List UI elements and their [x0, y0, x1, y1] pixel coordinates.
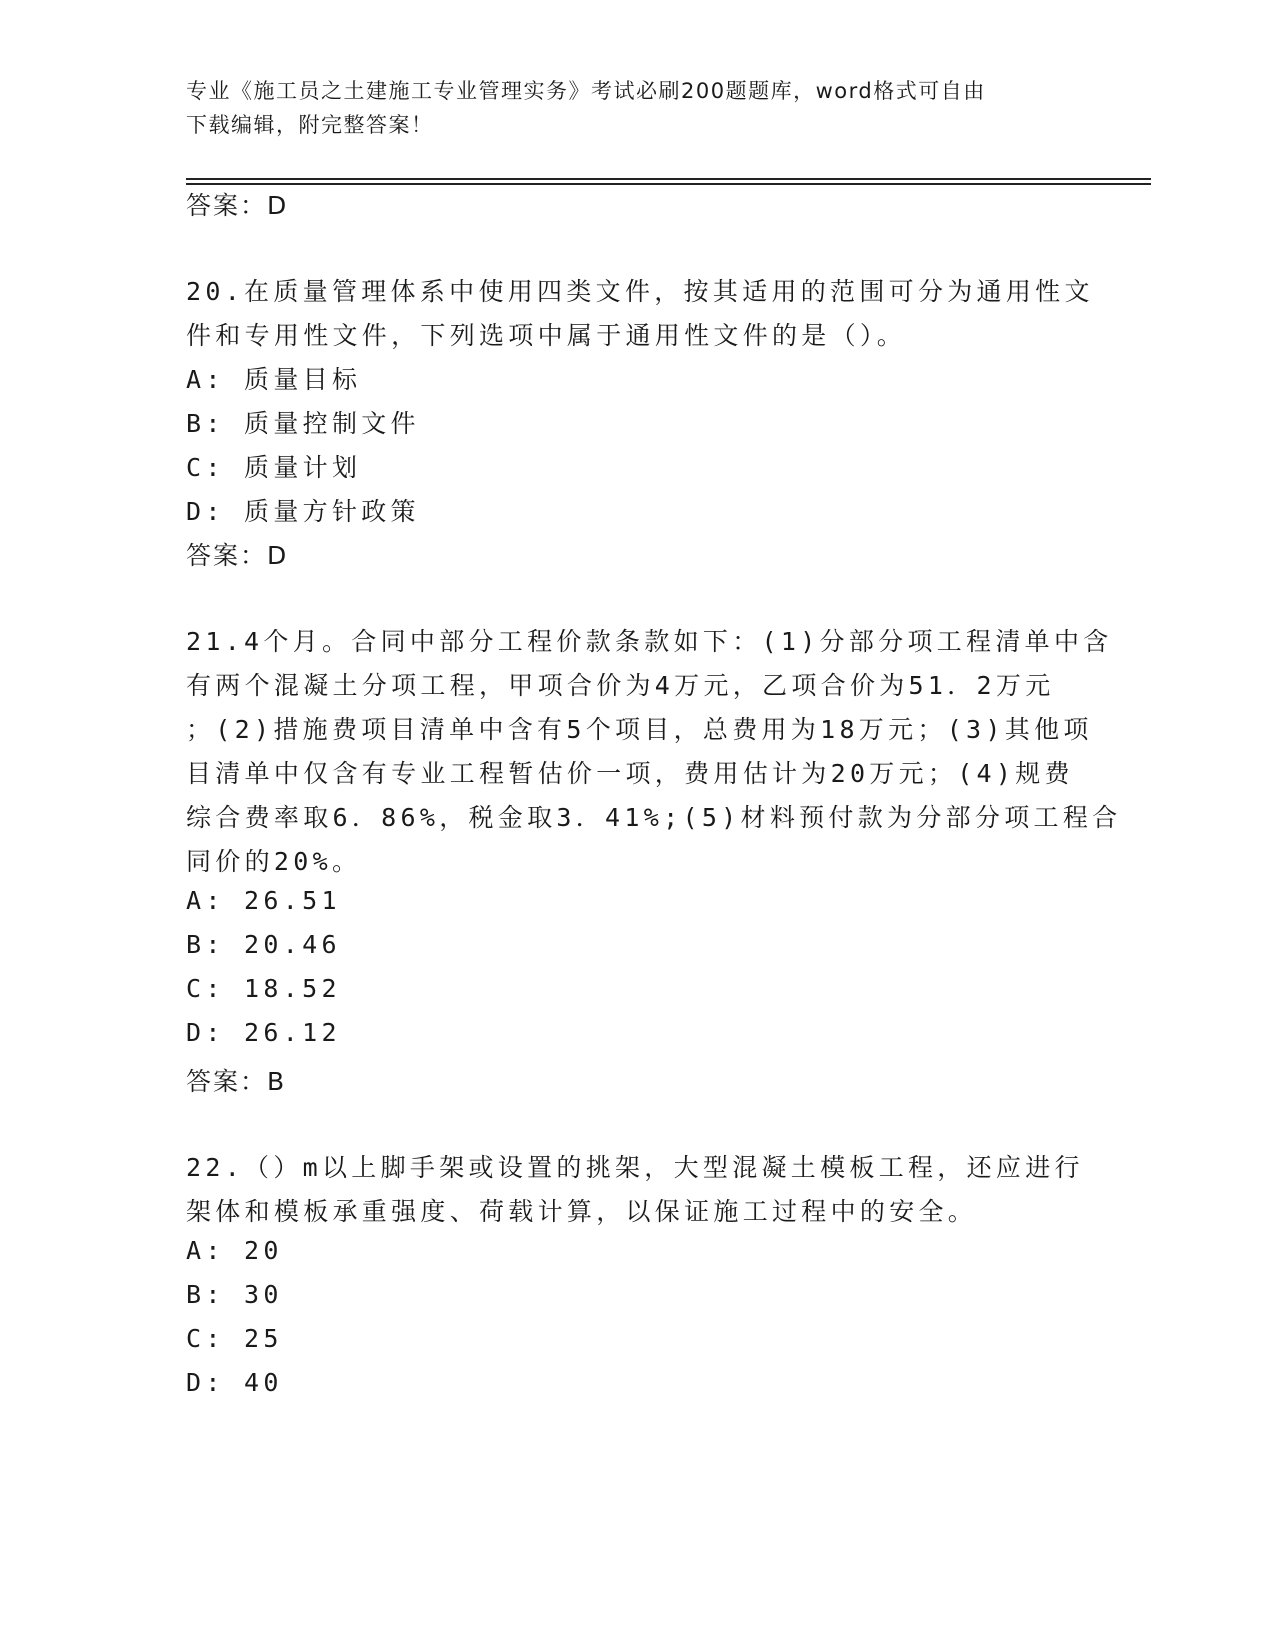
option-b: B: 30: [186, 1280, 283, 1309]
page-header: [186, 74, 1066, 142]
question-text-line: 综合费率取6．86%，税金取3．41%;(5)材料预付款为分部分项工程合: [186, 803, 1122, 832]
question-text-line: 20.在质量管理体系中使用四类文件，按其适用的范围可分为通用性文: [186, 277, 1094, 306]
option-b: B: 质量控制文件: [186, 409, 420, 438]
header-divider-bottom: [186, 183, 1151, 185]
option-a: A: 质量目标: [186, 365, 362, 394]
option-d: D: 40: [186, 1368, 283, 1397]
question-text-line: 同价的20%。: [186, 847, 362, 876]
option-c: C: 25: [186, 1324, 283, 1353]
option-a: A: 26.51: [186, 886, 341, 915]
option-d: D: 26.12: [186, 1018, 341, 1047]
option-a: A: 20: [186, 1236, 283, 1265]
option-c: C: 18.52: [186, 974, 341, 1003]
previous-answer: 答案：D: [186, 191, 289, 220]
option-c: C: 质量计划: [186, 453, 362, 482]
question-text-line: ；(2)措施费项目清单中含有5个项目，总费用为18万元；(3)其他项: [186, 715, 1093, 744]
question-text-line: 有两个混凝土分项工程，甲项合价为4万元，乙项合价为51．2万元: [186, 671, 1055, 700]
option-d: D: 质量方针政策: [186, 497, 420, 526]
question-text-line: 目清单中仅含有专业工程暂估价一项，费用估计为20万元；(4)规费: [186, 759, 1074, 788]
header-line-2: 下载编辑，附完整答案！: [186, 113, 434, 137]
option-b: B: 20.46: [186, 930, 341, 959]
question-21-answer: 答案：B: [186, 1067, 287, 1096]
question-text-line: 22.（）m以上脚手架或设置的挑架，大型混凝土模板工程，还应进行: [186, 1153, 1084, 1182]
question-text-line: 件和专用性文件，下列选项中属于通用性文件的是（）。: [186, 321, 907, 350]
question-20-answer: 答案：D: [186, 541, 289, 570]
header-line-1: 专业《施工员之土建施工专业管理实务》考试必刷200题题库，word格式可自由: [186, 79, 986, 103]
header-divider-top: [186, 178, 1151, 180]
question-text-line: 架体和模板承重强度、荷载计算，以保证施工过程中的安全。: [186, 1197, 978, 1226]
question-text-line: 21.4个月。合同中部分工程价款条款如下：(1)分部分项工程清单中含: [186, 627, 1113, 656]
